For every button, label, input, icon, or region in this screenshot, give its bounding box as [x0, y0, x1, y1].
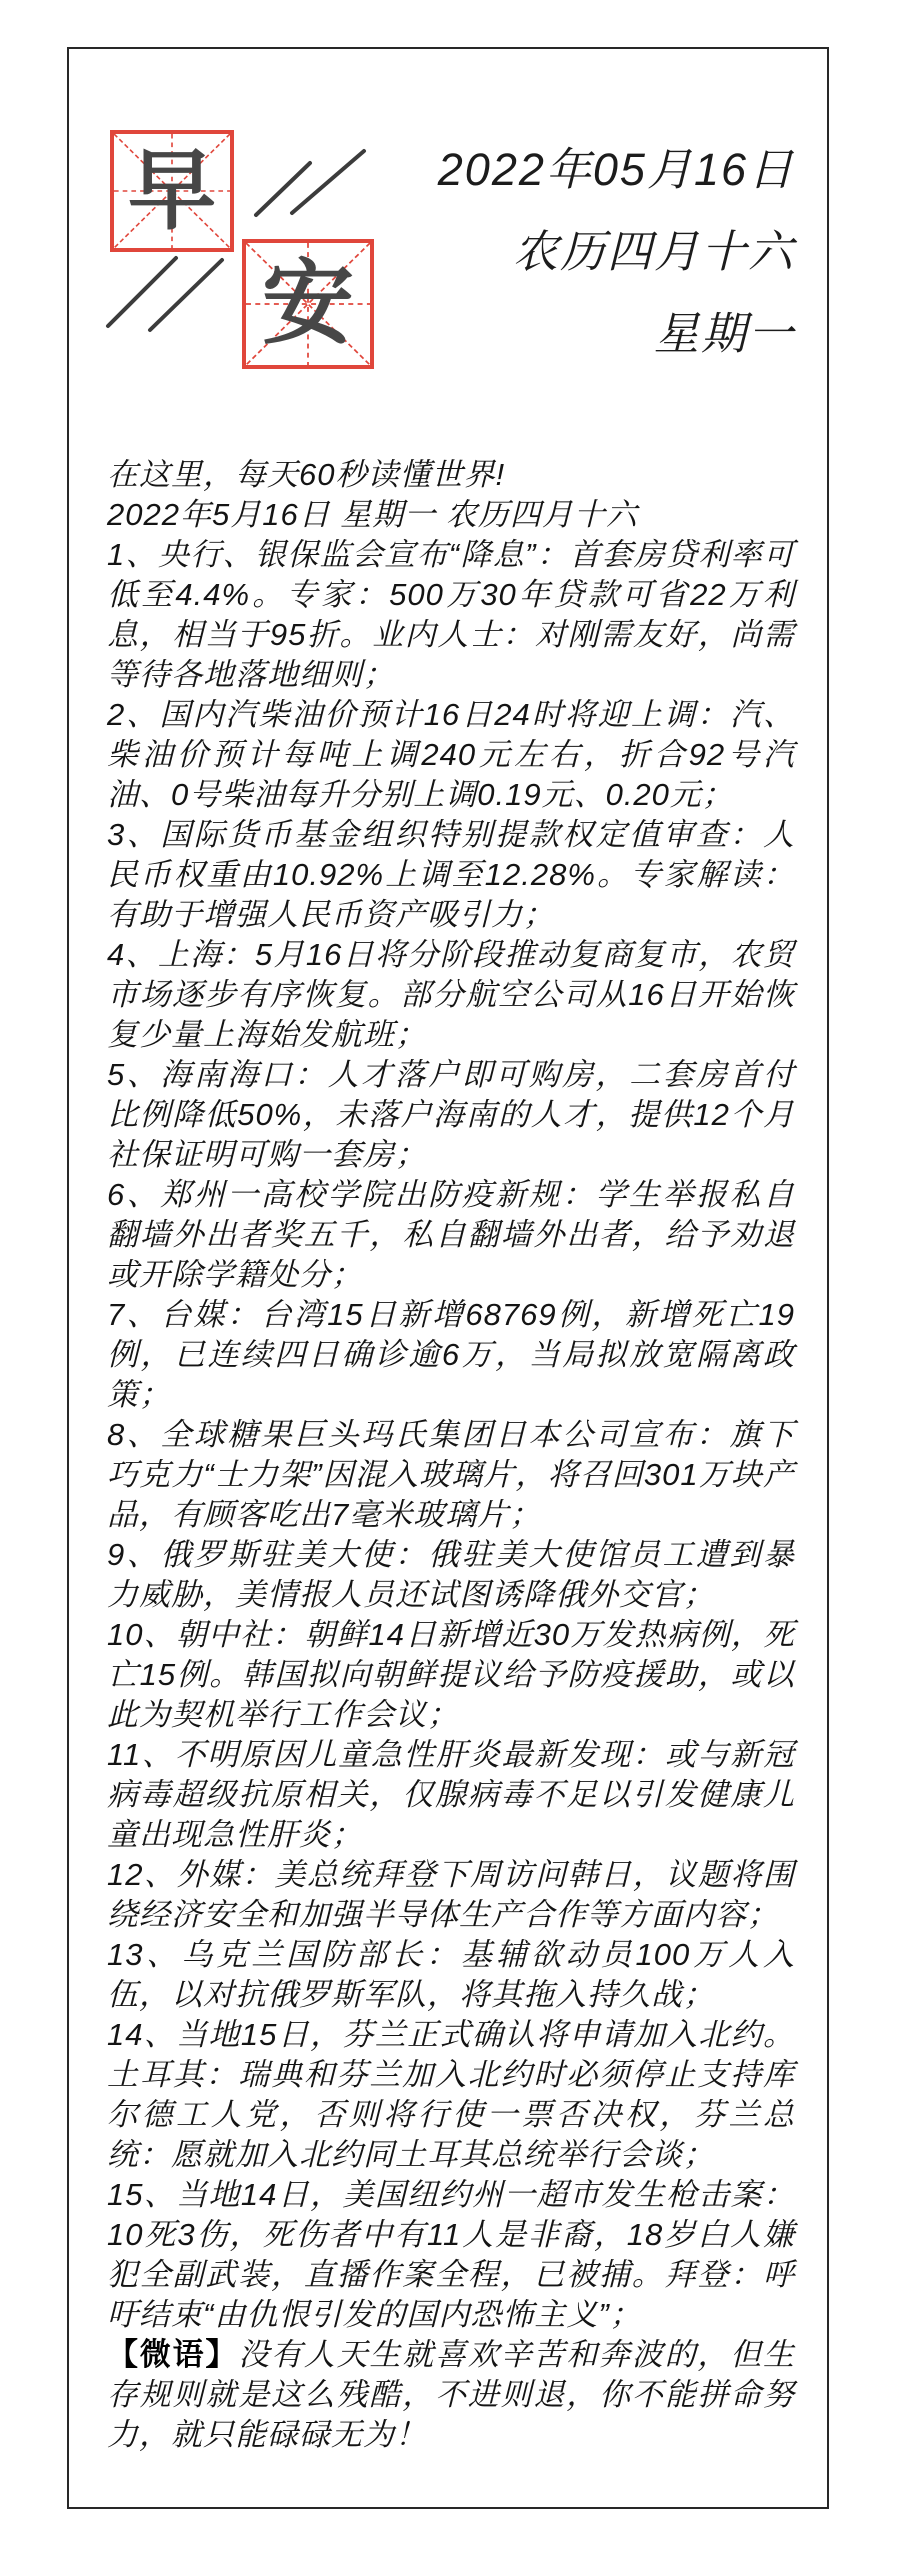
news-item: 3、国际货币基金组织特别提款权定值审查：人民币权重由10.92%上调至12.28%。专家解读：有助于增强人民币资产吸引力； [107, 817, 795, 932]
intro-line: 在这里，每天60秒读懂世界! [107, 457, 506, 492]
news-item: 4、上海：5月16日将分阶段推动复商复市，农贸市场逐步有序恢复。部分航空公司从16日开始恢复少量上海始发航班； [107, 937, 795, 1052]
weiyu-line [107, 2335, 795, 2455]
double-slash-icon [102, 252, 227, 334]
zao-grid-box [110, 130, 234, 252]
double-slash-icon [252, 147, 367, 219]
news-item: 9、俄罗斯驻美大使：俄驻美大使馆员工遭到暴力威胁，美情报人员还试图诱降俄外交官； [107, 1537, 795, 1612]
news-item: 6、郑州一高校学院出防疫新规：学生举报私自翻墙外出者奖五千，私自翻墙外出者，给予劝退或开除学籍处分； [107, 1177, 795, 1292]
date-gregorian: 2022年05月16日 [437, 144, 795, 195]
news-item: 7、台媒：台湾15日新增68769例，新增死亡19例，已连续四日确诊逾6万，当局拟放宽隔离政策； [107, 1297, 795, 1412]
weiyu-label: 【微语】 [107, 2337, 239, 2372]
news-item: 15、当地14日，美国纽约州一超市发生枪击案：10死3伤，死伤者中有11人是非裔，18岁白人嫌犯全副武装，直播作案全程，已被捕。拜登：呼吁结束“由仇恨引发的国内恐怖主义”； [107, 2177, 795, 2332]
news-body [107, 455, 795, 2455]
news-item: 5、海南海口：人才落户即可购房，二套房首付比例降低50%，未落户海南的人才，提供12个月社保证明可购一套房； [107, 1057, 795, 1172]
news-item: 12、外媒：美总统拜登下周访问韩日，议题将围绕经济安全和加强半导体生产合作等方面内容； [107, 1857, 795, 1932]
news-item: 14、当地15日，芬兰正式确认将申请加入北约。土耳其：瑞典和芬兰加入北约时必须停止支持库尔德工人党，否则将行使一票否决权，芬兰总统：愿就加入北约同土耳其总统举行会谈； [107, 2017, 795, 2172]
news-item: 2、国内汽柴油价预计16日24时将迎上调：汽、柴油价预计每吨上调240元左右，折合92号汽油、0号柴油每升分别上调0.19元、0.20元； [107, 697, 795, 812]
date-lunar: 农历四月十六 [512, 226, 795, 277]
news-item: 11、不明原因儿童急性肝炎最新发现：或与新冠病毒超级抗原相关，仅腺病毒不足以引发健康儿童出现急性肝炎； [107, 1737, 795, 1852]
date-block [438, 129, 795, 375]
logo-char-zao: 早 [127, 139, 216, 242]
news-item: 8、全球糖果巨头玛氏集团日本公司宣布：旗下巧克力“士力架”因混入玻璃片，将召回301万块产品，有顾客吃出7毫米玻璃片； [107, 1417, 795, 1532]
logo-char-an: 安 [261, 250, 354, 357]
date-weekday: 星期一 [653, 308, 795, 359]
weiyu-text: 没有人天生就喜欢辛苦和奔波的，但生存规则就是这么残酷，不进则退，你不能拼命努力，就只能碌碌无为！ [107, 2337, 796, 2452]
border-frame [67, 47, 829, 2509]
news-item: 13、乌克兰国防部长：基辅欲动员100万人入伍，以对抗俄罗斯军队，将其拖入持久战； [107, 1937, 795, 2012]
news-item: 1、央行、银保监会宣布“降息”：首套房贷利率可低至4.4%。专家：500万30年贷款可省22万利息，相当于95折。业内人士：对刚需友好，尚需等待各地落地细则； [107, 537, 795, 692]
body-date-line: 2022年5月16日 星期一 农历四月十六 [107, 497, 638, 532]
an-grid-box [242, 239, 374, 369]
news-item: 10、朝中社：朝鲜14日新增近30万发热病例，死亡15例。韩国拟向朝鲜提议给予防疫援助，或以此为契机举行工作会议； [107, 1617, 795, 1732]
